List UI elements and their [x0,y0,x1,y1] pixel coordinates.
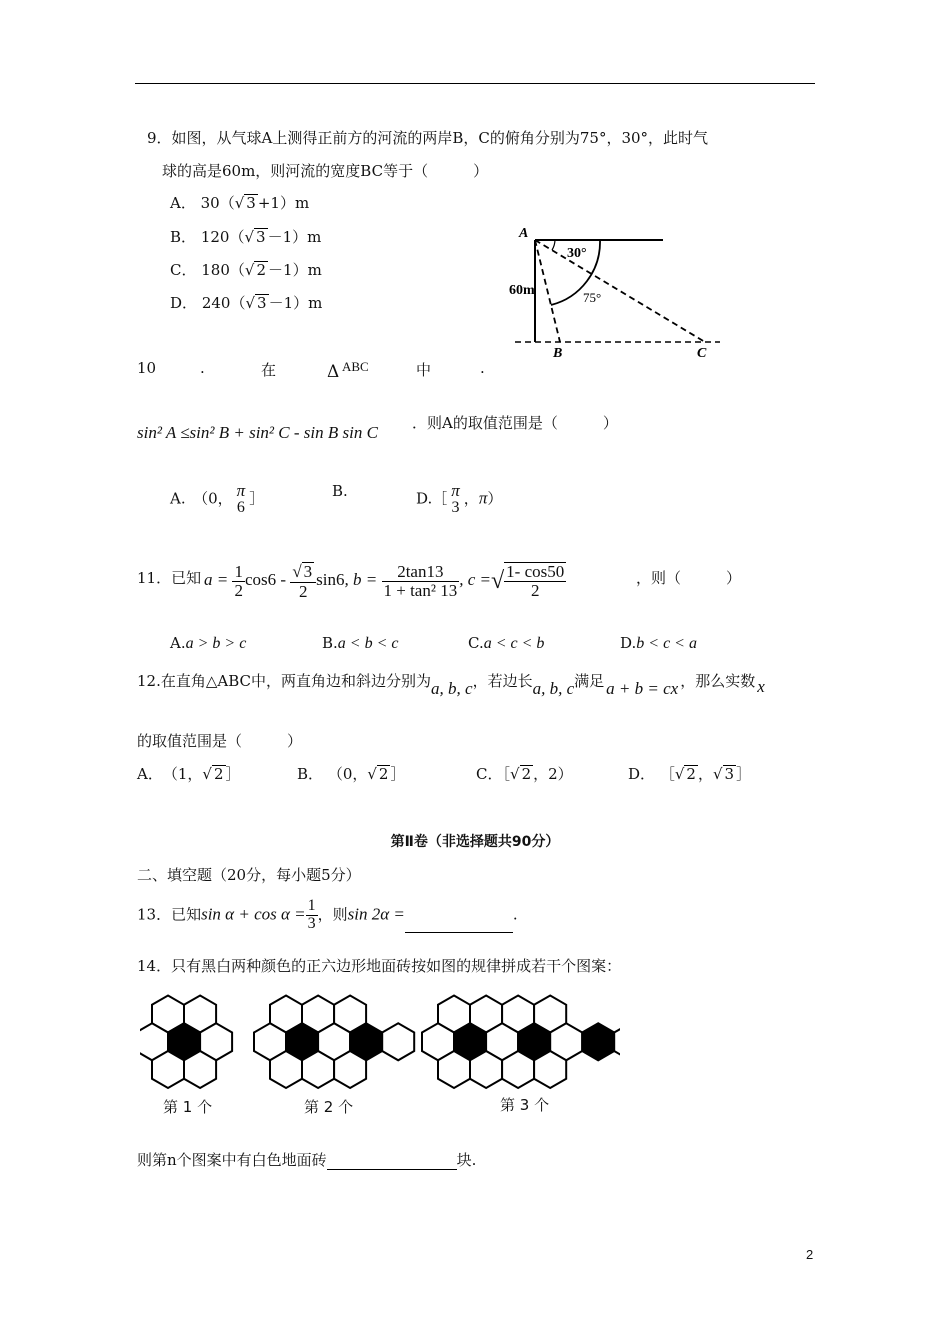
q10-question-tail: ．则A的取值范围是（ ） [412,414,618,432]
label-b: B [553,346,563,361]
q12-option-c: C．［√ 2 ，2） [476,765,573,783]
white-hex-tile [382,1023,414,1060]
label-a: A [519,226,529,241]
caption-pattern-2: 第 2 个 [304,1098,354,1116]
hexagon-pattern-figure [140,990,620,1090]
q9-option-a: A． 30（√ 3 +1）m [170,194,310,212]
q10-option-b: B. [332,482,348,500]
label-angle-75: 75° [583,290,602,305]
q10-number: 10 [137,359,157,377]
q11-tail: ，则（ ） [636,569,742,587]
white-hex-tile [184,1051,216,1088]
q12-option-d: D． ［√ 2 ，√ 3 ］ [628,765,752,783]
q12-option-a: A． （1，√ 2 ］ [137,765,241,783]
q11-option-a: A.a > b > c [170,634,247,652]
label-angle-30: 30° [567,246,587,261]
q10-zai: 在 [261,361,277,379]
label-height: 60m [509,283,535,298]
q11-lead: 11．已知 [137,569,202,587]
white-hex-tile [302,1051,334,1088]
white-hex-tile [534,1051,566,1088]
q10-option-d: D.［ π 3 ，π） [416,481,503,516]
white-hex-tile [614,1023,620,1060]
q10-zhong: 中 [416,361,432,379]
white-hex-tile [502,1051,534,1088]
white-hex-tile [438,1051,470,1088]
caption-pattern-3: 第 3 个 [500,1096,550,1114]
q12-line2: 的取值范围是（ ） [137,732,303,750]
q10-triangle-symbol: Δ [327,362,340,382]
q14-answer-line: 则第n个图案中有白色地面砖 块. [137,1151,477,1169]
q12-line1: 12.在直角△ABC中，两直角边和斜边分别为a, b, c，若边长a, b, c满足 a + b = cx ，那么实数 x [137,672,765,698]
q9-option-b: B． 120（√ 3 －1）m [170,228,322,246]
q10-abc: ABC [342,359,369,374]
q11-option-b: B.a < b < c [322,634,399,652]
q9-option-c: C． 180（√ 2 －1）m [170,261,322,279]
caption-pattern-1: 第 1 个 [163,1098,213,1116]
q9-line2: 球的高是60m，则河流的宽度BC等于（ ） [162,162,489,180]
q12-option-b: B． （0，√ 2 ］ [297,765,406,783]
q10-inequality: sin² A ≤sin² B + sin² C - sin B sin C [137,423,378,442]
q9-option-d: D． 240（√ 3 －1）m [170,294,323,312]
white-hex-tile [152,1051,184,1088]
q11-option-d: D.b < c < a [620,634,697,652]
page-number: 2 [806,1247,814,1262]
white-hex-tile [334,1051,366,1088]
white-hex-tile [270,1051,302,1088]
section-2-title: 第Ⅱ卷（非选择题共90分） [390,834,560,850]
label-c: C [697,346,707,361]
white-hex-tile [470,1051,502,1088]
q11-option-c: C.a < c < b [468,634,545,652]
q11-formula: a = $\frac{1}{2}$ cos6 - $\frac{√ 3}{2}$ sin6, b = $\frac{2\tan 13}{\text{1 + tan² 13}}$ , c =√ $\frac{1- \cos 50}{2}$ [204,561,565,601]
q10-dot2: . [480,359,485,377]
q10-dot1: . [200,359,205,377]
header-rule [135,83,815,84]
q10-option-a: A. （0， π 6 ］ [170,481,265,516]
section-2-subtitle: 二、填空题（20分，每小题5分） [137,866,361,884]
q13-line: 13．已知sin α + cos α = $\frac{1}{3}$ ，则sin 2α = . [137,897,518,932]
q9-line1: 9．如图，从气球A上测得正前方的河流的两岸B，C的俯角分别为75°，30°，此时气 [147,129,709,147]
q9-balloon-figure [505,222,725,364]
black-hex-tile [582,1023,614,1060]
q14-text: 14．只有黑白两种颜色的正六边形地面砖按如图的规律拼成若干个图案： [137,957,622,975]
